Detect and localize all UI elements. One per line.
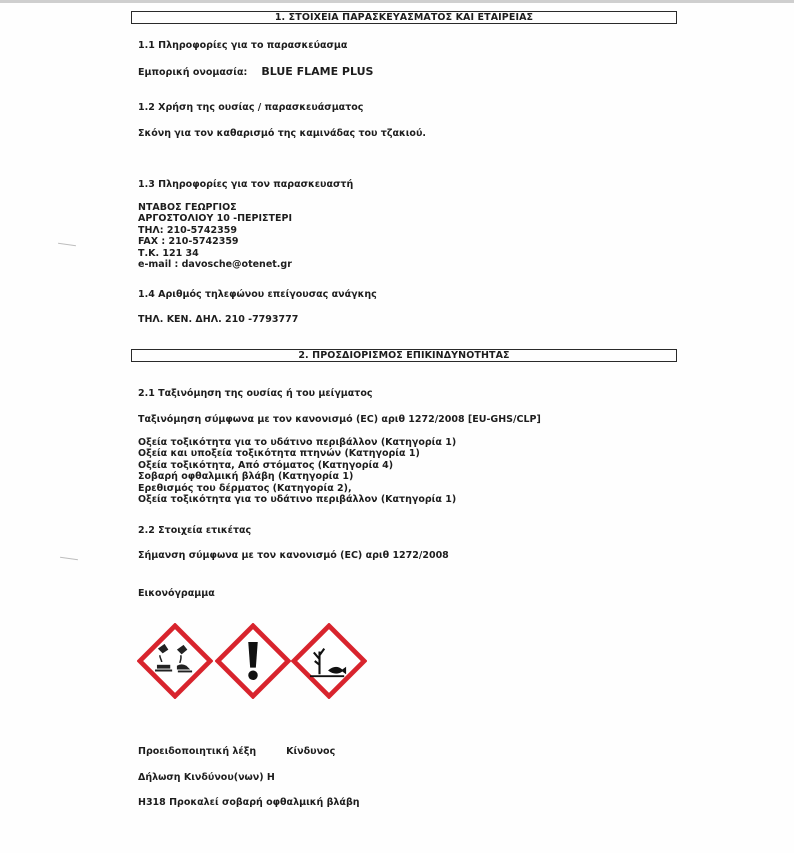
manufacturer-details <box>138 202 292 270</box>
use-description: Σκόνη για τον καθαρισμό της καμινάδας του τζακιού. <box>138 128 426 139</box>
scan-mark <box>58 243 76 246</box>
manufacturer-address: ΑΡΓΟΣΤΟΛΙΟΥ 10 -ΠΕΡΙΣΤΕΡΙ <box>138 213 293 225</box>
manufacturer-name: ΝΤΑΒΟΣ ΓΕΩΡΓΙΟΣ <box>138 202 237 213</box>
exclamation-icon <box>215 623 291 699</box>
hazard-classification-list <box>138 437 456 505</box>
hazard-item: Οξεία και υποξεία τοξικότητα πτηνών (Κατηγορία 1) <box>138 448 420 460</box>
labelling-regulation: Σήμανση σύμφωνα με τον κανονισμό (ΕC) αριθ 1272/2008 <box>138 550 449 561</box>
subsection-1-2-title: 1.2 Χρήση της ουσίας / παρασκευάσματος <box>138 102 364 113</box>
hazard-item: Ερεθισμός του δέρματος (Κατηγορία 2), <box>138 482 352 494</box>
subsection-1-4-title: 1.4 Αριθμός τηλεφώνου επείγουσας ανάγκης <box>138 289 377 300</box>
hazard-item: Οξεία τοξικότητα για το υδάτινο περιβάλλον (Κατηγορία 1) <box>138 493 457 505</box>
manufacturer-phone: ΤΗΛ: 210-5742359 <box>138 224 237 236</box>
classification-regulation: Ταξινόμηση σύμφωνα με τον κανονισμό (ΕC) αριθ 1272/2008 [EU-GHS/CLP] <box>138 414 541 425</box>
signal-word-row <box>138 746 335 757</box>
trade-name-value: BLUE FLAME PLUS <box>261 65 374 78</box>
environment-icon <box>291 623 367 699</box>
section-2-header: 2. ΠΡΟΣΔΙΟΡΙΣΜΟΣ ΕΠΙΚΙΝΔΥΝΟΤΗΤΑΣ <box>131 349 677 362</box>
hazard-item: Οξεία τοξικότητα, Από στόματος (Κατηγορία 4) <box>138 459 394 471</box>
scan-mark <box>60 557 78 560</box>
manufacturer-postcode: Τ.Κ. 121 34 <box>138 247 199 259</box>
h318-statement: H318 Προκαλεί σοβαρή οφθαλμική βλάβη <box>138 797 360 808</box>
section-1-header: 1. ΣΤΟΙΧΕΙΑ ΠΑΡΑΣΚΕΥΑΣΜΑΤΟΣ ΚΑΙ ΕΤΑΙΡΕΙΑΣ <box>131 11 677 24</box>
trade-name-label: Εμπορική ονομασία: <box>138 67 248 78</box>
manufacturer-fax: FAX : 210-5742359 <box>138 236 239 248</box>
hazard-item: Σοβαρή οφθαλμική βλάβη (Κατηγορία 1) <box>138 471 354 483</box>
signal-word-label: Προειδοποιητική λέξη <box>138 746 257 757</box>
subsection-2-1-title: 2.1 Ταξινόμηση της ουσίας ή του μείγματος <box>138 388 373 399</box>
signal-word-value: Κίνδυνος <box>286 746 336 757</box>
page-top-edge <box>0 0 794 3</box>
emergency-phone: ΤΗΛ. ΚΕΝ. ΔΗΛ. 210 -7793777 <box>138 314 299 325</box>
pictogram-label: Εικονόγραμμα <box>138 588 215 599</box>
subsection-1-1-title: 1.1 Πληροφορίες για το παρασκεύασμα <box>138 40 348 51</box>
corrosion-icon <box>137 623 213 699</box>
hazard-item: Οξεία τοξικότητα για το υδάτινο περιβάλλον (Κατηγορία 1) <box>138 437 457 448</box>
subsection-1-3-title: 1.3 Πληροφορίες για τον παρασκευαστή <box>138 179 354 190</box>
manufacturer-email: e-mail : davosche@otenet.gr <box>138 258 292 270</box>
subsection-2-2-title: 2.2 Στοιχεία ετικέτας <box>138 525 252 536</box>
hazard-statement-label: Δήλωση Κινδύνου(νων) Η <box>138 772 275 783</box>
trade-name-row <box>138 66 373 78</box>
